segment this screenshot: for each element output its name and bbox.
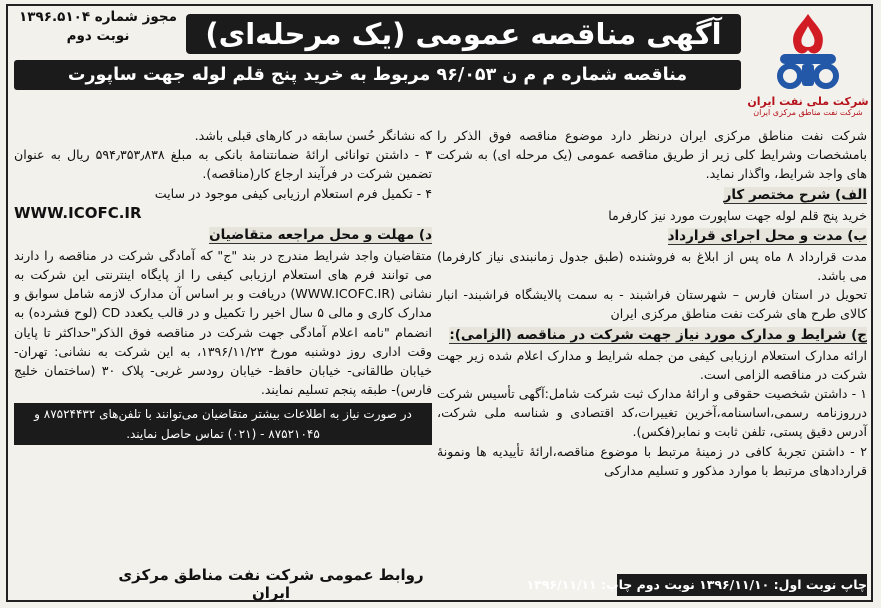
requirement-item-1: ۱ - داشتن شخصیت حقوقی و ارائهٔ مدارک ثبت شرکت شامل:آگهی تأسیس شرکت درروزنامه رسمی،اساسنامه،آخرین تغییرات،کد اقتصادی و شناسه ملی شرکت، آدرس دقیق پستی، تلفن ثابت و نمابر(فکس).: [437, 386, 867, 440]
section-a-text: خرید پنج قلم لوله جهت ساپورت مورد نیز کارفرما: [608, 207, 867, 223]
permit-info: [14, 8, 182, 46]
company-logo: [747, 10, 869, 128]
requirement-item-2-continued: که نشانگر حُسن سابقه در کارهای قبلی باشد.: [194, 128, 432, 143]
section-c-title: ج) شرایط و مدارک مورد نیاز جهت شرکت در مناقصه (الزامی):: [449, 326, 867, 343]
section-d-heading: [14, 225, 432, 245]
logo-company-name: شرکت ملی نفت ایران: [747, 95, 869, 108]
tender-subtitle: مناقصه شماره م م ن ۹۶/۰۵۳ مربوط به خرید پنج قلم لوله جهت ساپورت: [14, 60, 741, 90]
section-b-delivery: تحویل در استان فارس – شهرستان فراشبند - به سمت پالایشگاه فراشبند- انبار کالای طرح های شرکت نفت مناطق مرکزی ایران: [437, 287, 867, 322]
requirement-item-3: ۳ - داشتن توانائی ارائهٔ ضمانتنامهٔ بانکی به مبلغ ۵۹۴٫۳۵۳٫۸۳۸ ریال به عنوان تضمین شرکت در فرآیند ارجاع کار(مناقصه).: [14, 147, 432, 182]
contact-info: در صورت نیاز به اطلاعات بیشتر متقاضیان می‌توانند با تلفن‌های ۸۷۵۲۴۴۳۲ و ۸۷۵۲۱۰۴۵ - (۰۲۱) تماس حاصل نمایند.: [14, 403, 432, 445]
section-c-heading: [437, 325, 867, 345]
section-b-heading: [437, 226, 867, 246]
section-a-title: الف) شرح مختصر کار: [723, 186, 867, 203]
section-b-title: ب) مدت و محل اجرای قرارداد: [667, 227, 867, 244]
left-column: [14, 126, 432, 445]
section-c-text: ارائه مدارک استعلام ارزیابی کیفی من جمله شرایط و مدارک اعلام شده زیر جهت شرکت در مناقصه الزامی است.: [437, 347, 867, 382]
nioc-flame-logo-icon: [760, 10, 856, 94]
public-relations-signature: روابط عمومی شرکت نفت مناطق مرکزی ایران: [118, 566, 424, 602]
intro-paragraph: شرکت نفت مناطق مرکزی ایران درنظر دارد موضوع مناقصه فوق الذکر را بامشخصات وشرایط کلی زیر از طریق مناقصه عمومی (یک مرحله ای) به شرکت های واجد شرایط، واگذار نماید.: [437, 128, 867, 182]
requirement-item-4: ۴ - تکمیل فرم استعلام ارزیابی کیفی موجود در سایت: [154, 185, 432, 201]
section-d-text: متقاضیان واجد شرایط مندرج در بند "ج" که آمادگی شرکت در مناقصه را دارند می توانند فرم های استعلام ارزیابی کیفی را از پایگاه اینترنتی این شرکت به نشانی (WWW.ICOFC.IR) دریافت و بر اساس آن مدارک لازمه شامل سوابق و مدارک کاری و مالی ۵ سال اخیر را تکمیل و در قالب یکعدد CD (لوح فشرده) به انضمام "نامه اعلام آمادگی جهت شرکت در مناقصه فوق الذکر"حداکثر تا پایان وقت اداری روز دوشنبه مورخ ۱۳۹۶/۱۱/۲۳، به این شرکت به نشانی: تهران-خیابان طالقانی- خیابان حافظ- خیابان رودسر غربی- پلاک ۳۰ (ساختمان خلیج فارس)- طبقه پنجم تسلیم نمایند.: [14, 247, 432, 398]
requirement-item-2: ۲ - داشتن تجربهٔ کافی در زمینهٔ مرتبط با موضوع مناقصه،ارائهٔ تأییدیه ها ونمونهٔ قراردادهای مرتبط با موارد مذکور و تسلیم مدارکی: [437, 443, 867, 478]
section-b-duration: مدت قرارداد ۸ ماه پس از ابلاغ به فروشنده (طبق جدول زمانبندی نیاز کارفرما) می باشد.: [437, 248, 868, 284]
logo-company-subname: شرکت نفت مناطق مرکزی ایران: [753, 108, 863, 117]
permit-round: نوبت دوم: [66, 28, 130, 44]
permit-number: مجوز شماره ۱۳۹۶.۵۱۰۴: [19, 9, 177, 25]
notice-title: آگهی مناقصه عمومی (یک مرحله‌ای): [186, 14, 741, 54]
website-link[interactable]: WWW.ICOFC.IR: [14, 203, 142, 222]
print-dates: چاپ نوبت اول: ۱۳۹۶/۱۱/۱۰ نوبت دوم چاپ: ۱۳۹۶/۱۱/۱۱: [617, 574, 867, 596]
right-column: [437, 126, 867, 480]
section-a-heading: [437, 185, 867, 205]
section-d-title: د) مهلت و محل مراجعه متقاضیان: [209, 226, 432, 243]
